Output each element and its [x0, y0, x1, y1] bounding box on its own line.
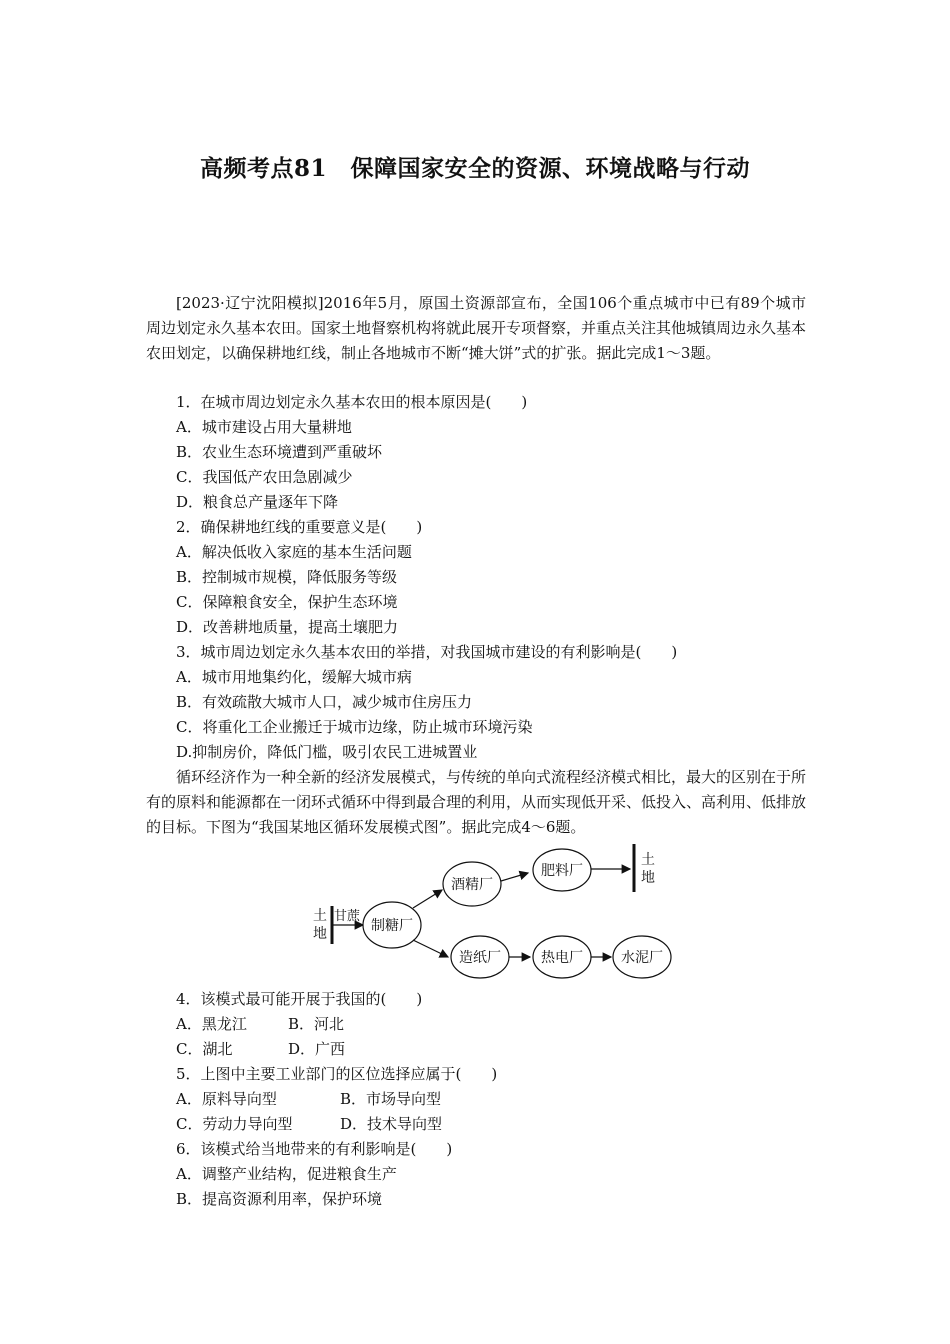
question-2-option-c: C．保障粮食安全，保护生态环境 [176, 593, 398, 611]
question-2-stem: 2．确保耕地红线的重要意义是( ) [176, 518, 423, 536]
question-5-option-c: C．劳动力导向型 [176, 1115, 293, 1133]
question-2-option-b: B．控制城市规模，降低服务等级 [176, 568, 398, 586]
question-5-option-b: B．市场导向型 [340, 1090, 442, 1108]
cement-factory-label: 水泥厂 [621, 950, 663, 966]
question-1-option-a: A．城市建设占用大量耕地 [176, 418, 352, 436]
sugarcane-label: 甘蔗 [334, 909, 361, 924]
question-4-option-c: C．湖北 [176, 1040, 233, 1058]
intro-paragraph-1: [2023·辽宁沈阳模拟]2016年5月，原国土资源部宣布，全国106个重点城市中已有89个城市周边划定永久基本农田。国家土地督察机构将就此展开专项督察，并重点关注其他城镇周边永久基本农田划定，以确保耕地红线，制止各地城市不断“摊大饼”式的扩张。据此完成1～3题。 [146, 294, 807, 362]
question-4-row-2 [176, 1037, 345, 1062]
question-3-option-b: B．有效疏散大城市人口，减少城市住房压力 [176, 693, 473, 711]
question-2-option-a: A．解决低收入家庭的基本生活问题 [176, 543, 412, 561]
question-6-stem: 6．该模式给当地带来的有利影响是( ) [176, 1140, 453, 1158]
power-plant-label: 热电厂 [541, 950, 583, 966]
arrow-to-alcohol [413, 890, 442, 908]
question-5-stem: 5．上图中主要工业部门的区位选择应属于( ) [176, 1065, 498, 1083]
land-right-char-1: 土 [641, 852, 655, 868]
land-left-char-2: 地 [313, 926, 327, 942]
question-6-option-a: A．调整产业结构，促进粮食生产 [176, 1165, 397, 1183]
question-3-option-c: C．将重化工企业搬迁于城市边缘，防止城市环境污染 [176, 718, 533, 736]
question-4-option-b: B．河北 [288, 1015, 345, 1033]
question-4-row-1 [176, 1012, 344, 1037]
arrow-to-paper [413, 940, 448, 957]
question-5-row-2 [176, 1112, 442, 1137]
question-4-option-d: D．广西 [288, 1040, 346, 1058]
circular-economy-diagram [300, 836, 680, 982]
page-title: 高频考点81 保障国家安全的资源、环境战略与行动 [199, 155, 750, 182]
sugar-factory-label: 制糖厂 [371, 918, 413, 934]
question-1-option-c: C．我国低产农田急剧减少 [176, 468, 353, 486]
question-3-option-a: A．城市用地集约化，缓解大城市病 [176, 668, 412, 686]
question-3-stem: 3．城市周边划定永久基本农田的举措，对我国城市建设的有利影响是( ) [176, 643, 678, 661]
question-1-stem: 1．在城市周边划定永久基本农田的根本原因是( ) [176, 393, 528, 411]
question-5-row-1 [176, 1087, 441, 1112]
question-2-option-d: D．改善耕地质量，提高土壤肥力 [176, 618, 399, 636]
question-6-option-b: B．提高资源利用率，保护环境 [176, 1190, 383, 1208]
paper-factory-label: 造纸厂 [459, 950, 501, 966]
arrow-to-fertilizer [501, 873, 528, 881]
alcohol-factory-label: 酒精厂 [451, 877, 493, 893]
question-4-option-a: A．黑龙江 [176, 1015, 247, 1033]
question-5-option-a: A．原料导向型 [176, 1090, 277, 1108]
question-3-option-d: D.抑制房价，降低门槛，吸引农民工进城置业 [176, 743, 478, 761]
question-1-option-b: B．农业生态环境遭到严重破坏 [176, 443, 383, 461]
fertilizer-factory-label: 肥料厂 [541, 863, 583, 879]
question-1-option-d: D．粮食总产量逐年下降 [176, 493, 339, 511]
land-right-char-2: 地 [641, 870, 655, 886]
land-left-char-1: 土 [313, 908, 327, 924]
question-5-option-d: D．技术导向型 [340, 1115, 443, 1133]
question-4-stem: 4．该模式最可能开展于我国的( ) [176, 990, 423, 1008]
intro-paragraph-2: 循环经济作为一种全新的经济发展模式，与传统的单向式流程经济模式相比，最大的区别在于所有的原料和能源都在一闭环式循环中得到最合理的利用，从而实现低开采、低投入、高利用、低排放的目标。下图为“我国某地区循环发展模式图”。据此完成4～6题。 [146, 768, 807, 836]
